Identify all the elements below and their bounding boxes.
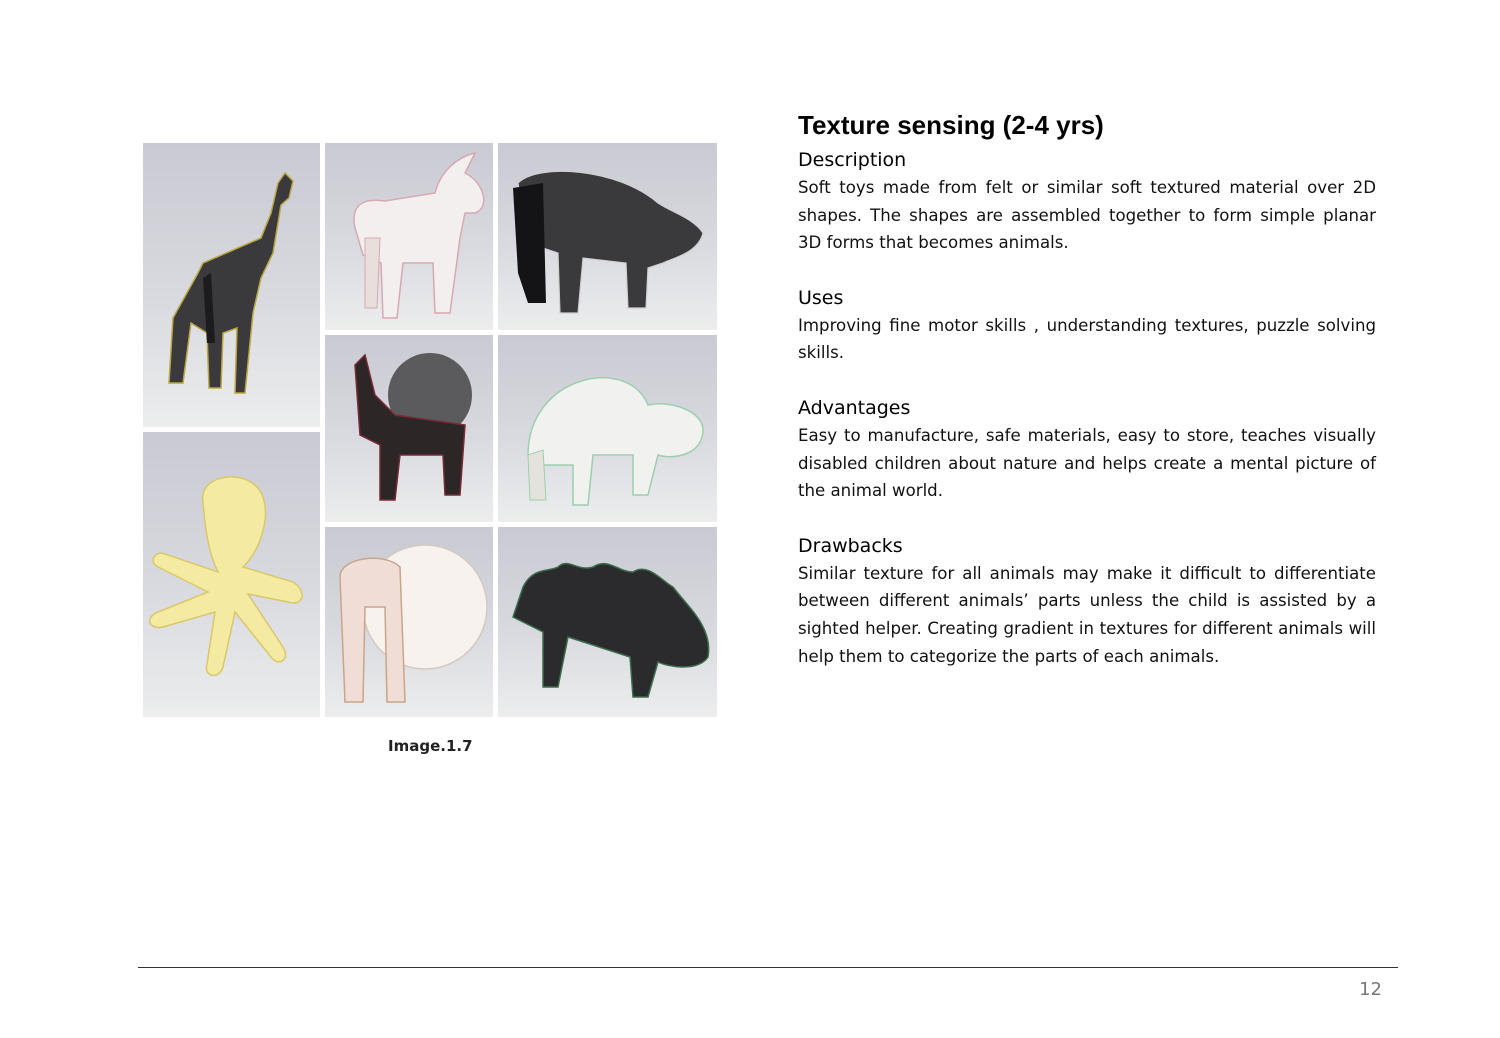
toy-photo-collage [143,143,717,717]
page-title: Texture sensing (2-4 yrs) [798,110,1104,140]
advantages-section [798,394,1376,505]
figure-caption: Image.1.7 [388,737,473,755]
description-heading: Description [798,149,907,171]
unicorn-toy-photo [325,143,493,330]
uses-section [798,284,1376,367]
rhino-toy-photo [498,143,717,330]
description-text: Soft toys made from felt or similar soft textured material over 2D shapes. The shapes are assembled together to form simple planar 3D forms that becomes animals. [798,178,1376,253]
drawbacks-text: Similar texture for all animals may make it difficult to differentiate between different animals’ parts unless the child is assisted by a sighted helper. Creating gradient in textures for different animals will help them to categorize the parts of each animals. [798,563,1376,666]
camel-toy-photo [498,335,717,522]
lion-toy-photo [325,335,493,522]
content-column [798,108,1376,697]
drawbacks-section [798,532,1376,670]
crocodile-toy-photo [498,527,717,717]
description-section [798,146,1376,257]
elephant-toy-photo [325,527,493,717]
octopus-toy-photo [143,432,320,717]
advantages-text: Easy to manufacture, safe materials, easy to store, teaches visually disabled children about nature and helps create a mental picture of the animal world. [798,425,1376,501]
uses-heading: Uses [798,286,844,309]
footer-divider [138,967,1398,968]
drawbacks-heading: Drawbacks [798,534,903,557]
advantages-heading: Advantages [798,396,911,419]
giraffe-toy-photo [143,143,320,427]
page-number: 12 [1359,979,1382,1000]
uses-text: Improving fine motor skills , understanding textures, puzzle solving skills. [798,315,1376,363]
